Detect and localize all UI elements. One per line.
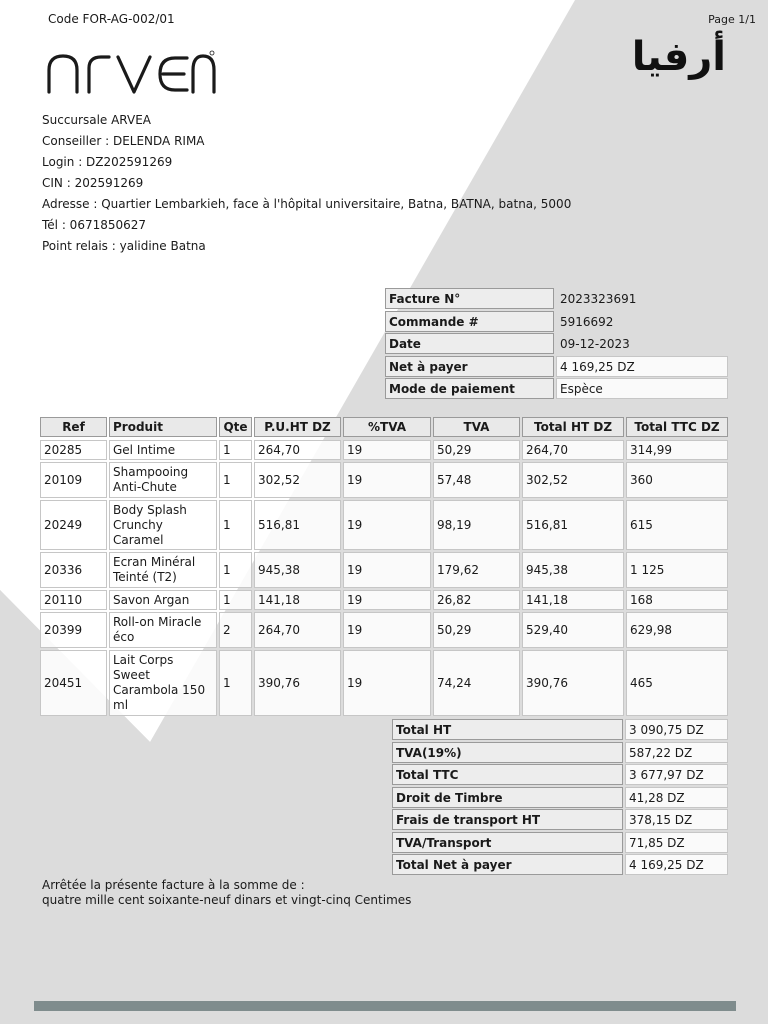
table-cell-pu: 945,38 — [254, 552, 341, 588]
table-cell-tva-pct: 19 — [343, 440, 431, 460]
table-cell-pu: 264,70 — [254, 612, 341, 648]
table-cell-produit: Roll-on Miracle éco — [109, 612, 217, 648]
table-cell-ref: 20109 — [40, 462, 107, 498]
table-cell-pu: 390,76 — [254, 650, 341, 716]
table-cell-ref: 20451 — [40, 650, 107, 716]
table-cell-qte: 2 — [219, 612, 252, 648]
payment-mode-value: Espèce — [556, 378, 728, 399]
table-cell-ref: 20285 — [40, 440, 107, 460]
table-cell-tva-pct: 19 — [343, 462, 431, 498]
col-header-produit: Produit — [109, 417, 217, 437]
table-cell-pu: 516,81 — [254, 500, 341, 550]
total-ttc-label: Total TTC — [392, 764, 623, 785]
table-cell-tva: 50,29 — [433, 612, 520, 648]
address: Adresse : Quartier Lembarkieh, face à l'hôpital universitaire, Batna, BATNA, batna, 5000 — [42, 197, 572, 211]
arvea-logo — [46, 50, 218, 96]
table-cell-tva: 98,19 — [433, 500, 520, 550]
table-cell-ref: 20399 — [40, 612, 107, 648]
tva-label: TVA(19%) — [392, 742, 623, 763]
page-number: Page 1/1 — [708, 13, 756, 26]
order-number-label: Commande # — [385, 311, 554, 332]
table-cell-total-ht: 264,70 — [522, 440, 624, 460]
col-header-tva-pct: %TVA — [343, 417, 431, 437]
table-cell-total-ttc: 615 — [626, 500, 728, 550]
stamp-duty-value: 41,28 DZ — [625, 787, 728, 808]
col-header-tva: TVA — [433, 417, 520, 437]
net-to-pay-value: 4 169,25 DZ — [556, 356, 728, 377]
net-total-label: Total Net à payer — [392, 854, 623, 875]
table-cell-total-ht: 516,81 — [522, 500, 624, 550]
advisor: Conseiller : DELENDA RIMA — [42, 134, 205, 148]
table-cell-qte: 1 — [219, 590, 252, 610]
invoice-number-value: 2023323691 — [560, 291, 637, 306]
document-code: Code FOR-AG-002/01 — [48, 12, 175, 26]
table-cell-pu: 141,18 — [254, 590, 341, 610]
table-cell-qte: 1 — [219, 440, 252, 460]
tva-value: 587,22 DZ — [625, 742, 728, 763]
table-cell-pu: 264,70 — [254, 440, 341, 460]
table-cell-total-ht: 390,76 — [522, 650, 624, 716]
net-to-pay-label: Net à payer — [385, 356, 554, 377]
table-cell-produit: Ecran Minéral Teinté (T2) — [109, 552, 217, 588]
net-total-value: 4 169,25 DZ — [625, 854, 728, 875]
amount-words-intro: Arrêtée la présente facture à la somme de : — [42, 878, 305, 892]
amount-words-text: quatre mille cent soixante-neuf dinars et vingt-cinq Centimes — [42, 893, 412, 907]
total-ttc-value: 3 677,97 DZ — [625, 764, 728, 785]
table-cell-total-ttc: 168 — [626, 590, 728, 610]
table-cell-ref: 20336 — [40, 552, 107, 588]
payment-mode-label: Mode de paiement — [385, 378, 554, 399]
relay-point: Point relais : yalidine Batna — [42, 239, 206, 253]
table-cell-total-ht: 529,40 — [522, 612, 624, 648]
table-cell-tva: 74,24 — [433, 650, 520, 716]
cin: CIN : 202591269 — [42, 176, 144, 190]
table-cell-tva-pct: 19 — [343, 552, 431, 588]
table-cell-total-ttc: 360 — [626, 462, 728, 498]
table-cell-produit: Gel Intime — [109, 440, 217, 460]
transport-tva-label: TVA/Transport — [392, 832, 623, 853]
stamp-duty-label: Droit de Timbre — [392, 787, 623, 808]
transport-fee-value: 378,15 DZ — [625, 809, 728, 830]
branch-name: Succursale ARVEA — [42, 113, 151, 127]
table-cell-total-ttc: 1 125 — [626, 552, 728, 588]
table-cell-produit: Lait Corps Sweet Carambola 150 ml — [109, 650, 217, 716]
footer-bar — [34, 1001, 736, 1011]
table-cell-tva-pct: 19 — [343, 590, 431, 610]
phone: Tél : 0671850627 — [42, 218, 147, 232]
invoice-number-label: Facture N° — [385, 288, 554, 309]
supplier-info — [42, 110, 571, 257]
arabic-logo: أرفيا — [631, 34, 726, 80]
login: Login : DZ202591269 — [42, 155, 173, 169]
amount-in-words — [42, 878, 411, 908]
table-cell-ref: 20249 — [40, 500, 107, 550]
table-cell-total-ttc: 629,98 — [626, 612, 728, 648]
col-header-total-ht: Total HT DZ — [522, 417, 624, 437]
transport-tva-value: 71,85 DZ — [625, 832, 728, 853]
logo-text: ARVEA — [46, 96, 50, 97]
date-label: Date — [385, 333, 554, 354]
col-header-total-ttc: Total TTC DZ — [626, 417, 728, 437]
total-ht-value: 3 090,75 DZ — [625, 719, 728, 740]
table-cell-produit: Shampooing Anti-Chute — [109, 462, 217, 498]
col-header-ref: Ref — [40, 417, 107, 437]
table-cell-qte: 1 — [219, 650, 252, 716]
col-header-pu: P.U.HT DZ — [254, 417, 341, 437]
table-cell-qte: 1 — [219, 500, 252, 550]
table-cell-tva: 179,62 — [433, 552, 520, 588]
table-cell-tva: 26,82 — [433, 590, 520, 610]
table-cell-qte: 1 — [219, 552, 252, 588]
table-cell-tva: 57,48 — [433, 462, 520, 498]
table-cell-total-ttc: 314,99 — [626, 440, 728, 460]
table-cell-ref: 20110 — [40, 590, 107, 610]
table-cell-tva-pct: 19 — [343, 612, 431, 648]
col-header-qte: Qte — [219, 417, 252, 437]
table-cell-qte: 1 — [219, 462, 252, 498]
table-cell-produit: Savon Argan — [109, 590, 217, 610]
date-value: 09-12-2023 — [560, 336, 630, 351]
table-cell-total-ht: 945,38 — [522, 552, 624, 588]
table-cell-tva-pct: 19 — [343, 650, 431, 716]
table-cell-pu: 302,52 — [254, 462, 341, 498]
table-cell-total-ttc: 465 — [626, 650, 728, 716]
table-cell-tva: 50,29 — [433, 440, 520, 460]
order-number-value: 5916692 — [560, 314, 614, 329]
transport-fee-label: Frais de transport HT — [392, 809, 623, 830]
table-cell-produit: Body Splash Crunchy Caramel — [109, 500, 217, 550]
table-cell-total-ht: 141,18 — [522, 590, 624, 610]
table-cell-tva-pct: 19 — [343, 500, 431, 550]
total-ht-label: Total HT — [392, 719, 623, 740]
table-cell-total-ht: 302,52 — [522, 462, 624, 498]
